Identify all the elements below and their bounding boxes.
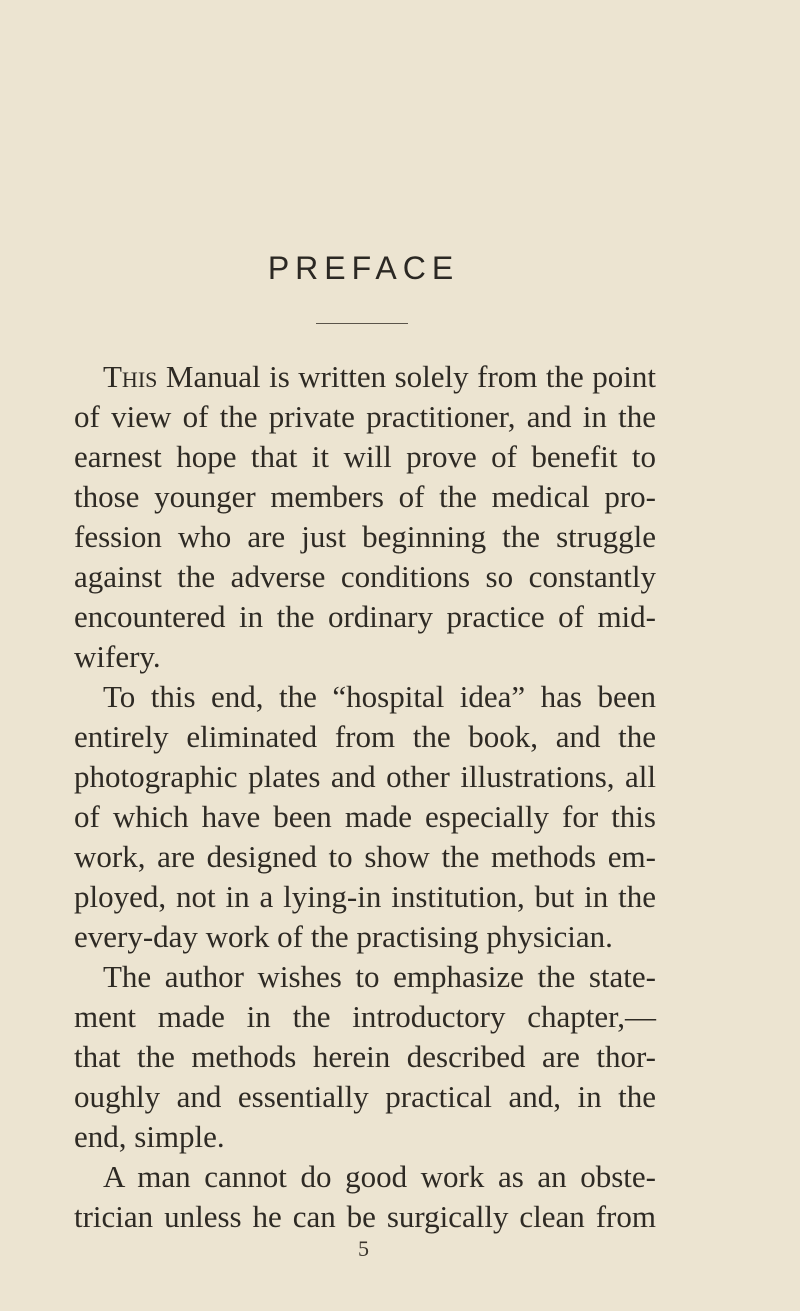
text-line: those younger members of the medical pro- bbox=[74, 479, 656, 514]
text-line: work, are designed to show the methods em- bbox=[74, 839, 656, 874]
text-line: every-day work of the practising physician. bbox=[74, 919, 613, 954]
text-line: The author wishes to emphasize the state- bbox=[103, 959, 656, 994]
text-line: oughly and essentially practical and, in the bbox=[74, 1079, 656, 1114]
text-line: end, simple. bbox=[74, 1119, 225, 1154]
text-line: entirely eliminated from the book, and the bbox=[74, 719, 656, 754]
text-line: of view of the private practitioner, and in the bbox=[74, 399, 656, 434]
text-line: fession who are just beginning the struggle bbox=[74, 519, 656, 554]
text-line: A man cannot do good work as an obste- bbox=[103, 1159, 656, 1194]
heading-divider bbox=[316, 323, 408, 324]
text-line: that the methods herein described are thor- bbox=[74, 1039, 656, 1074]
text-line: trician unless he can be surgically clean from bbox=[74, 1199, 656, 1234]
text-line: of which have been made especially for this bbox=[74, 799, 656, 834]
page-heading: PREFACE bbox=[267, 250, 460, 286]
text-line-content: Manual is written solely from the point bbox=[157, 359, 656, 394]
page-number: 5 bbox=[358, 1236, 369, 1261]
text-line: ployed, not in a lying-in institution, but in the bbox=[74, 879, 656, 914]
text-line: ment made in the introductory chapter,— bbox=[74, 999, 656, 1034]
text-line: encountered in the ordinary practice of mid- bbox=[74, 599, 656, 634]
text-line: To this end, the “hospital idea” has been bbox=[103, 679, 656, 714]
text-line: wifery. bbox=[74, 639, 161, 674]
text-line: earnest hope that it will prove of benefit to bbox=[74, 439, 656, 474]
text-line: against the adverse conditions so constantly bbox=[74, 559, 656, 594]
text-line: photographic plates and other illustrations, all bbox=[74, 759, 656, 794]
text-line bbox=[103, 357, 656, 397]
lead-word: This bbox=[103, 359, 158, 394]
